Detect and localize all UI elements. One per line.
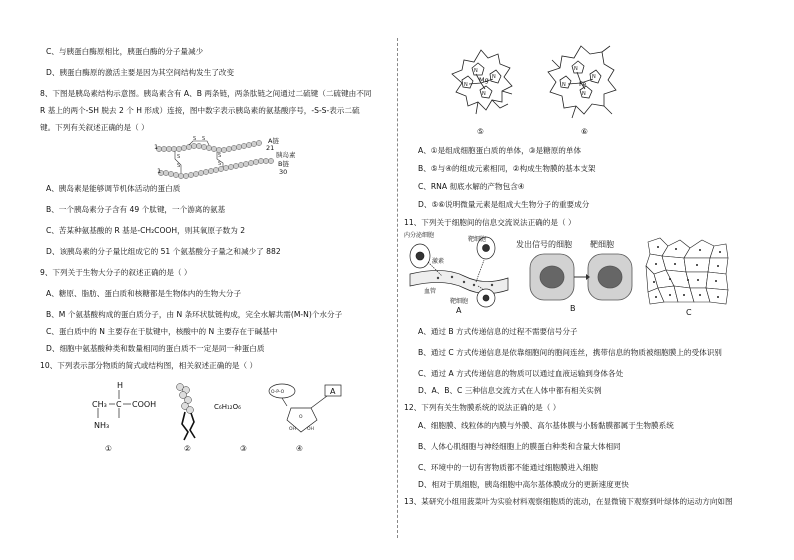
q10-stem: 10、下列表示部分物质的简式或结构图，相关叙述正确的是（ ） bbox=[40, 361, 258, 370]
signal-c-drawing bbox=[644, 236, 730, 306]
q12-option-b: B、人体心肌细胞与神经细胞上的膜蛋白种类和含量大体相同 bbox=[418, 442, 621, 451]
a-target-cell-label: 靶细胞 bbox=[468, 236, 487, 243]
q12-option-d: D、相对于肌细胞，胰岛细胞中高尔基体膜成分的更新速度更快 bbox=[418, 480, 629, 489]
q9-option-b: B、M 个氨基酸构成的蛋白质分子，由 N 条环状肽链构成，完全水解共需(M-N)个水分子 bbox=[46, 310, 343, 319]
svg-text:S: S bbox=[202, 136, 206, 142]
svg-text:OH: OH bbox=[289, 427, 296, 432]
a-hormone-label: 激素 bbox=[432, 258, 445, 265]
insulin-a-end: 21 bbox=[266, 144, 275, 152]
q9-stem: 9、下列关于生物大分子的叙述正确的是（ ） bbox=[40, 268, 192, 277]
q10-option-c: C、RNA 彻底水解的产物包含④ bbox=[418, 182, 525, 191]
q10-option-b: B、⑤与④的组成元素相同，②构成生物膜的基本支架 bbox=[418, 164, 596, 173]
aa-c: C bbox=[116, 400, 122, 409]
svg-text:O-P-O: O-P-O bbox=[271, 390, 285, 395]
signal-b-drawing bbox=[526, 250, 636, 310]
ring-num5: ⑤ bbox=[477, 127, 484, 136]
fe-center-label: Fe bbox=[579, 80, 587, 88]
mg-center-label: Mg bbox=[479, 76, 489, 84]
insulin-a-chain-label: A链 bbox=[268, 137, 279, 145]
a-target-cell2-label: 靶细胞 bbox=[450, 298, 469, 305]
a-vessel-label: 血管 bbox=[424, 288, 437, 295]
fig10-num2: ② bbox=[184, 444, 191, 453]
q9-option-c: C、蛋白质中的 N 主要存在于肽键中，核酸中的 N 主要存在于碱基中 bbox=[46, 327, 278, 336]
svg-text:O: O bbox=[299, 415, 303, 420]
q12-option-c: C、环境中的一切有害物质都不能通过细胞膜进入细胞 bbox=[418, 463, 598, 472]
fig-a-label: A bbox=[456, 306, 462, 315]
insulin-a-start: 1 bbox=[154, 143, 159, 151]
q10-option-a: A、①是组成细胞蛋白质的单体，③是糖原的单体 bbox=[418, 146, 582, 155]
q8-stem-line1: 8、下图是胰岛素结构示意图。胰岛素含有 A、B 两条链，两条肽链之间通过二硫键（二硫键由不同 bbox=[40, 89, 372, 98]
column-divider bbox=[397, 38, 398, 538]
q12-stem: 12、下列有关生物膜系统的说法正确的是（ ） bbox=[404, 403, 561, 412]
q11-option-a: A、通过 B 方式传递信息的过程不需要信号分子 bbox=[418, 327, 578, 336]
insulin-b-end: 30 bbox=[279, 168, 288, 176]
nucleotide-base-box: A bbox=[330, 387, 336, 396]
q13-stem: 13、某研究小组用菠菜叶为实验材料观察细胞质的流动，在显微镜下观察到叶绿体的运动方向如图 bbox=[404, 497, 733, 506]
q12-option-a: A、细胞膜、线粒体的内膜与外膜、高尔基体膜与小肠黏膜都属于生物膜系统 bbox=[418, 421, 674, 430]
aa-nh3: NH₃ bbox=[94, 421, 110, 430]
insulin-name-label: 胰岛素 bbox=[276, 151, 296, 159]
q10-option-d: D、⑤⑥说明微量元素是组成大生物分子的重要成分 bbox=[418, 200, 590, 209]
svg-text:S: S bbox=[177, 163, 181, 169]
q8-option-d: D、该胰岛素的分子量比组成它的 51 个氨基酸分子量之和减少了 882 bbox=[46, 247, 281, 256]
q8-option-a: A、胰岛素是能够调节机体活动的蛋白质 bbox=[46, 184, 181, 193]
aa-ch3: CH₃ bbox=[92, 400, 107, 409]
q11-option-c: C、通过 A 方式传递信息的物质可以通过血液运输到身体各处 bbox=[418, 369, 624, 378]
aa-cooh: COOH bbox=[132, 400, 157, 409]
a-secretory-cell-label: 内分泌细胞 bbox=[404, 232, 435, 239]
q11-stem: 11、下列关于细胞间的信息交流说法正确的是（ ） bbox=[404, 218, 576, 227]
fig10-num4: ④ bbox=[296, 444, 303, 453]
q9-option-a: A、糖原、脂肪、蛋白质和核糖都是生物体内的生物大分子 bbox=[46, 289, 242, 298]
q9-option-d: D、细胞中氨基酸种类和数量相同的蛋白质不一定是同一种蛋白质 bbox=[46, 344, 265, 353]
fig-b-label: B bbox=[570, 304, 576, 313]
svg-text:N: N bbox=[592, 74, 596, 80]
svg-text:N: N bbox=[464, 82, 468, 88]
svg-text:S: S bbox=[218, 161, 222, 167]
glucose-formula: C₆H₁₂O₆ bbox=[214, 403, 241, 411]
b-sender-label: 发出信号的细胞 bbox=[516, 240, 572, 249]
svg-text:S: S bbox=[177, 154, 181, 160]
svg-text:N: N bbox=[492, 74, 496, 80]
fig10-num3: ③ bbox=[240, 444, 247, 453]
phospholipid-icon bbox=[174, 382, 200, 442]
q7-option-c: C、与胰蛋白酶原相比，胰蛋白酶的分子量减少 bbox=[46, 47, 204, 56]
svg-text:N: N bbox=[482, 91, 486, 97]
fig10-num1: ① bbox=[105, 444, 112, 453]
insulin-b-chain-label: B链 bbox=[278, 160, 289, 168]
q8-option-b: B、一个胰岛素分子含有 49 个肽键，一个游离的氨基 bbox=[46, 205, 226, 214]
q8-option-c: C、苦某种氨基酸的 R 基是-CH₂COOH，则其氧原子数为 2 bbox=[46, 226, 246, 235]
q11-option-b: B、通过 C 方式传递信息是依靠细胞间的胞间连丝，携带信息的物质被细胞膜上的受体识别 bbox=[418, 348, 722, 357]
fig-c-label: C bbox=[686, 308, 692, 317]
q8-stem-line2: R 基上的两个-SH 脱去 2 个 H 形成）连接，图中数字表示胰岛素的氨基酸序号，-S-S-表示二硫 bbox=[40, 106, 360, 115]
insulin-b-start: 1 bbox=[157, 167, 162, 175]
b-target-label: 靶细胞 bbox=[590, 240, 614, 249]
svg-text:OH: OH bbox=[307, 427, 314, 432]
q7-option-d: D、胰蛋白酶原的激活主要是因为其空间结构发生了改变 bbox=[46, 68, 235, 77]
svg-text:S: S bbox=[218, 153, 222, 159]
aa-h-top: H bbox=[117, 381, 124, 390]
q8-stem-line3: 键。下列有关叙述正确的是（ ） bbox=[40, 123, 149, 132]
ring-num6: ⑥ bbox=[581, 127, 588, 136]
svg-text:N: N bbox=[474, 68, 478, 74]
svg-text:S: S bbox=[193, 136, 197, 142]
svg-text:N: N bbox=[562, 82, 566, 88]
svg-text:N: N bbox=[574, 66, 578, 72]
svg-text:N: N bbox=[582, 91, 586, 97]
q11-option-d: D、A、B、C 三种信息交流方式在人体中都有相关实例 bbox=[418, 386, 602, 395]
